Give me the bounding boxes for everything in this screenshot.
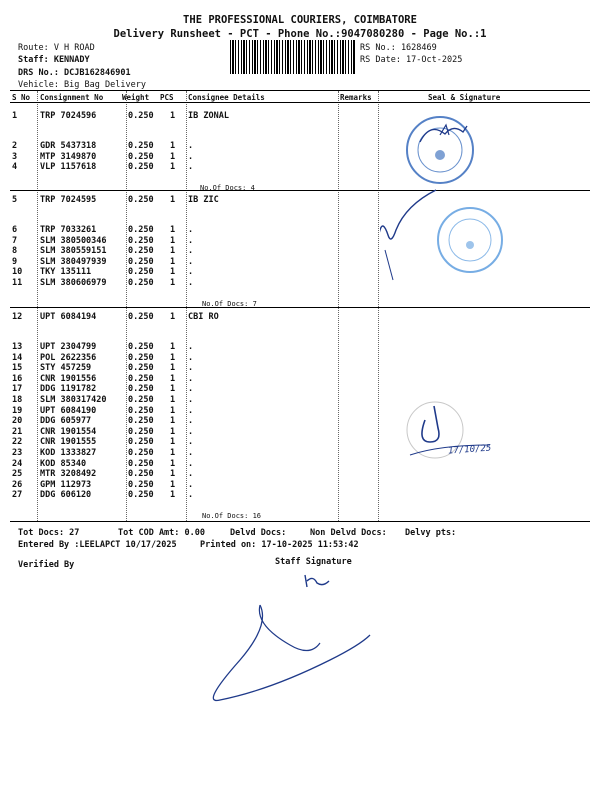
row-weight: 0.250 [128, 235, 154, 246]
row-weight: 0.250 [128, 437, 154, 448]
row-sno: 25 [12, 469, 23, 480]
verified-by: Verified By [18, 560, 75, 570]
row-pcs: 1 [170, 458, 176, 469]
row-weight: 0.250 [128, 162, 154, 173]
row-consignment-no: TRP 7024595 [40, 195, 97, 205]
row-pcs: 1 [170, 448, 176, 458]
row-weight: 0.250 [128, 416, 154, 427]
row-consignee: . [188, 479, 194, 490]
row-consignment-no: SLM 380606979 [40, 278, 107, 288]
row-pcs: 1 [170, 416, 176, 427]
row-sno: 18 [12, 395, 23, 405]
row-sno: 8 [12, 246, 18, 257]
row-weight: 0.250 [128, 363, 154, 374]
no-of-docs: No.Of Docs: 16 [202, 512, 262, 520]
row-pcs: 1 [170, 256, 176, 267]
row-consignee: . [188, 151, 194, 162]
total-docs: Tot Docs: 27 [18, 528, 80, 538]
row-consignee: . [188, 342, 194, 352]
row-consignee: . [188, 373, 194, 384]
row-weight: 0.250 [128, 458, 154, 469]
row-weight: 0.250 [128, 490, 154, 501]
row-pcs: 1 [170, 384, 176, 395]
row-consignee: CBI RO [188, 312, 219, 322]
row-weight: 0.250 [128, 405, 154, 416]
row-consignment-no: MTR 3208492 [40, 469, 97, 480]
row-pcs: 1 [170, 278, 176, 288]
row-weight: 0.250 [128, 469, 154, 480]
row-consignment-no: GPM 112973 [40, 479, 92, 490]
total-cod-amount: Tot COD Amt: 0.00 [118, 528, 205, 538]
row-consignee: . [188, 384, 194, 395]
row-consignee: . [188, 352, 194, 363]
row-weight: 0.250 [128, 312, 154, 322]
row-consignee: . [188, 437, 194, 448]
row-sno: 14 [12, 352, 23, 363]
row-consignment-no: DDG 606120 [40, 490, 92, 501]
row-consignee: . [188, 490, 194, 501]
row-weight: 0.250 [128, 448, 154, 458]
row-consignment-no: KOD 1333827 [40, 448, 97, 458]
row-pcs: 1 [170, 235, 176, 246]
row-consignment-no: DDG 605977 [40, 416, 92, 427]
row-consignee: . [188, 469, 194, 480]
row-sno: 7 [12, 235, 18, 246]
row-consignment-no: TKY 135111 [40, 267, 92, 278]
row-consignee: . [188, 363, 194, 374]
printed-on: Printed on: 17-10-2025 11:53:42 [200, 540, 359, 550]
row-consignee: . [188, 416, 194, 427]
row-sno: 22 [12, 437, 23, 448]
row-sno: 5 [12, 195, 18, 205]
drs-number: DRS No.: DCJB162846901 [18, 68, 131, 78]
row-consignee: . [188, 278, 194, 288]
row-pcs: 1 [170, 469, 176, 480]
row-sno: 27 [12, 490, 23, 501]
row-consignment-no: POL 2622356 [40, 352, 97, 363]
row-sno: 6 [12, 225, 18, 235]
row-pcs: 1 [170, 373, 176, 384]
seal-signature-marks [380, 100, 590, 520]
row-sno: 23 [12, 448, 23, 458]
row-consignment-no: CNR 1901556 [40, 373, 97, 384]
row-sno: 1 [12, 111, 18, 121]
company-title: THE PROFESSIONAL COURIERS, COIMBATORE [183, 14, 417, 26]
row-pcs: 1 [170, 111, 176, 121]
no-of-docs: No.Of Docs: 7 [202, 299, 257, 308]
row-sno: 24 [12, 458, 23, 469]
row-weight: 0.250 [128, 256, 154, 267]
row-pcs: 1 [170, 195, 176, 205]
rs-date: RS Date: 17-Oct-2025 [360, 55, 463, 65]
row-pcs: 1 [170, 363, 176, 374]
row-weight: 0.250 [128, 278, 154, 288]
row-weight: 0.250 [128, 267, 154, 278]
entered-by: Entered By :LEELAPCT 10/17/2025 [18, 540, 177, 550]
no-of-docs: No.Of Docs: 4 [200, 183, 255, 192]
row-sno: 12 [12, 312, 23, 322]
row-weight: 0.250 [128, 426, 154, 437]
row-consignee: . [188, 235, 194, 246]
runsheet-subtitle: Delivery Runsheet - PCT - Phone No.:9047080280 - Page No.:1 [113, 28, 487, 40]
row-consignment-no: TRP 7033261 [40, 225, 97, 235]
staff-signature [180, 565, 400, 715]
row-weight: 0.250 [128, 151, 154, 162]
row-weight: 0.250 [128, 141, 154, 151]
row-consignment-no: UPT 2304799 [40, 342, 97, 352]
row-pcs: 1 [170, 141, 176, 151]
row-pcs: 1 [170, 426, 176, 437]
row-consignee: . [188, 267, 194, 278]
row-consignee: . [188, 256, 194, 267]
row-sno: 16 [12, 373, 23, 384]
row-weight: 0.250 [128, 373, 154, 384]
row-consignee: IB ZIC [188, 195, 219, 205]
row-consignee: . [188, 141, 194, 151]
row-consignee: . [188, 458, 194, 469]
col-pcs: PCS [160, 93, 174, 102]
row-weight: 0.250 [128, 225, 154, 235]
row-consignment-no: DDG 1191782 [40, 384, 97, 395]
row-weight: 0.250 [128, 395, 154, 405]
vehicle: Vehicle: Big Bag Delivery [18, 80, 146, 90]
row-consignment-no: SLM 380497939 [40, 256, 107, 267]
row-sno: 20 [12, 416, 23, 427]
row-consignee: . [188, 225, 194, 235]
row-consignment-no: MTP 3149870 [40, 151, 97, 162]
barcode [230, 40, 356, 74]
row-consignment-no: SLM 380559151 [40, 246, 107, 257]
route: Route: V H ROAD [18, 43, 95, 53]
col-seal-signature: Seal & Signature [428, 93, 501, 102]
rs-number: RS No.: 1628469 [360, 43, 437, 53]
row-sno: 21 [12, 426, 23, 437]
staff-signature-label: Staff Signature [275, 557, 352, 567]
row-weight: 0.250 [128, 195, 154, 205]
row-sno: 15 [12, 363, 23, 374]
row-consignment-no: CNR 1901555 [40, 437, 97, 448]
row-pcs: 1 [170, 405, 176, 416]
row-consignee: . [188, 246, 194, 257]
row-sno: 3 [12, 151, 18, 162]
row-sno: 9 [12, 256, 18, 267]
row-sno: 13 [12, 342, 23, 352]
row-weight: 0.250 [128, 352, 154, 363]
row-sno: 2 [12, 141, 18, 151]
non-delivered-docs: Non Delvd Docs: [310, 528, 387, 538]
row-consignment-no: VLP 1157618 [40, 162, 97, 173]
col-remarks: Remarks [340, 93, 372, 102]
row-consignee: IB ZONAL [188, 111, 229, 121]
row-consignee: . [188, 448, 194, 458]
row-sno: 11 [12, 278, 23, 288]
row-weight: 0.250 [128, 479, 154, 490]
row-pcs: 1 [170, 490, 176, 501]
delivered-docs: Delvd Docs: [230, 528, 287, 538]
row-sno: 4 [12, 162, 18, 173]
row-consignment-no: UPT 6084194 [40, 312, 97, 322]
row-weight: 0.250 [128, 384, 154, 395]
row-pcs: 1 [170, 246, 176, 257]
row-weight: 0.250 [128, 246, 154, 257]
row-pcs: 1 [170, 267, 176, 278]
handwritten-date: 17/10/25 [447, 443, 492, 457]
row-pcs: 1 [170, 312, 176, 322]
row-consignment-no: KOD 85340 [40, 458, 87, 469]
row-pcs: 1 [170, 352, 176, 363]
col-consignment: Consignment No [40, 93, 104, 102]
row-consignment-no: CNR 1901554 [40, 426, 97, 437]
row-pcs: 1 [170, 225, 176, 235]
row-pcs: 1 [170, 162, 176, 173]
row-pcs: 1 [170, 479, 176, 490]
row-consignee: . [188, 162, 194, 173]
row-consignee: . [188, 395, 194, 405]
row-consignment-no: TRP 7024596 [40, 111, 97, 121]
row-consignment-no: UPT 6084190 [40, 405, 97, 416]
row-consignment-no: GDR 5437318 [40, 141, 97, 151]
row-sno: 26 [12, 479, 23, 490]
col-weight: Weight [122, 93, 150, 102]
row-consignment-no: SLM 380500346 [40, 235, 107, 246]
row-sno: 10 [12, 267, 23, 278]
col-consignee: Consignee Details [188, 93, 265, 102]
row-pcs: 1 [170, 151, 176, 162]
row-sno: 17 [12, 384, 23, 395]
row-consignment-no: SLM 380317420 [40, 395, 107, 405]
row-pcs: 1 [170, 342, 176, 352]
delivery-points: Delvy pts: [405, 528, 457, 538]
row-pcs: 1 [170, 395, 176, 405]
row-sno: 19 [12, 405, 23, 416]
col-sno: S No [12, 93, 31, 102]
row-consignment-no: STY 457259 [40, 363, 92, 374]
row-pcs: 1 [170, 437, 176, 448]
row-weight: 0.250 [128, 111, 154, 121]
row-consignee: . [188, 405, 194, 416]
row-consignee: . [188, 426, 194, 437]
staff: Staff: KENNADY [18, 55, 90, 65]
row-weight: 0.250 [128, 342, 154, 352]
